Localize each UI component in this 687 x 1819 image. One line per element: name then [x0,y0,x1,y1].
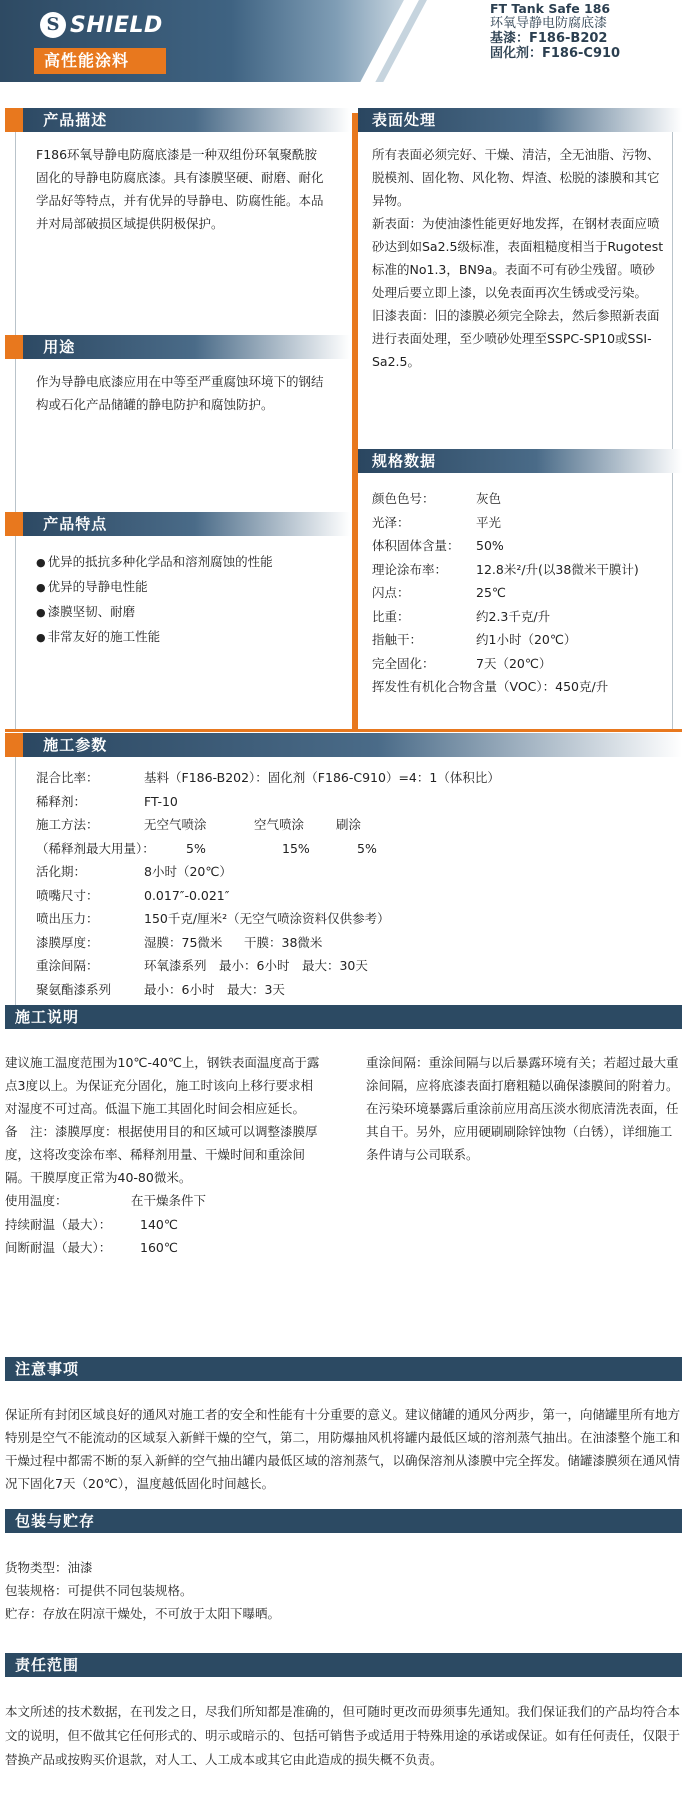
spec-row: 闪点： 25℃ [372,585,506,600]
product-name: FT Tank Safe 186 [490,1,611,16]
section-title: 注意事项 [15,1360,80,1378]
spec-table [372,487,672,699]
usage-text: 作为导静电底漆应用在中等至严重腐蚀环境下的钢结构或石化产品储罐的静电防护和腐蚀防护。 [36,374,324,412]
section-header-application [5,733,682,757]
section-title: 施工说明 [15,1008,80,1026]
section-title: 产品描述 [43,111,108,129]
param-row: 重涂间隔： 环氧漆系列 最小：6小时 最大：30天 [36,958,368,973]
liability-text: 本文所述的技术数据，在刊发之日，尽我们所知都是准确的，但可随时更改而毋须事先通知。我们保证我们的产品均符合本文的说明，但不做其它任何形式的、明示或暗示的、包括可销售予或适用于特殊用途的承诺或保证。如有任何责任，仅限于替换产品或按购买价退款，对人工、人工成本或其它由此造成的损失概不负责。 [5,1704,681,1767]
orange-tab [5,335,23,359]
section-header-packaging [5,1509,682,1533]
section-title: 责任范围 [15,1656,80,1674]
param-row: （稀释剂最大用量）： 5% 15% 5% [36,840,377,856]
spec-row: 光泽： 平光 [372,514,502,530]
section-title: 表面处理 [372,111,437,129]
section-title: 包装与贮存 [15,1512,96,1530]
base-code: 基漆：F186-B202 [490,31,608,46]
param-row: 喷嘴尺寸： 0.017″-0.021″ [36,887,230,903]
product-desc-text: F186环氧导静电防腐底漆是一种双组份环氧聚酰胺固化的导静电防腐底漆。具有漆膜坚硬、耐磨、耐化学品好等特点，并有优异的导静电、防腐性能。本品并对局部破损区域提供阴极保护。 [36,147,324,231]
spec-row: 指触干： 约1小时（20℃） [372,632,577,647]
spec-row: 颜色色号： 灰色 [372,491,502,506]
param-row: 混合比率： 基料（F186-B202）：固化剂（F186-C910）=4：1（体积比） [36,770,500,785]
orange-tab [5,512,23,536]
brand-name: SHIELD [70,12,163,38]
section-header-instructions [5,1005,682,1029]
packaging-type: 货物类型：油漆 [5,1560,93,1575]
feature-item: ● 优异的抵抗多种化学品和溶剂腐蚀的性能 [36,550,336,575]
surface-old: 旧漆表面：旧的漆膜必须完全除去，然后参照新表面进行表面处理，至少喷砂处理至SSPC-SP10或SSI-Sa2.5。 [372,308,660,369]
packaging-size: 包装规格：可提供不同包装规格。 [5,1583,193,1598]
app-left-rule [15,757,16,1005]
surface-new: 新表面：为使油漆性能更好地发挥，在钢材表面应喷砂达到如Sa2.5级标准，表面粗糙度相当于Rugotest标准的No1.3，BN9a。表面不可有砂尘残留。喷砂处理后要立即上漆，以免表面再次生锈或受污染。 [372,216,664,300]
surface-general: 所有表面必须完好、干燥、清洁，全无油脂、污物、脱模剂、固化物、风化物、焊渣、松脱的漆膜和其它异物。 [372,147,660,208]
temp-table: 使用温度： 在干燥条件下 持续耐温（最大）： 140℃ 间断耐温（最大）： 160℃ [5,1193,207,1255]
param-row: 活化期： 8小时（20℃） [36,864,232,879]
feature-item: ● 优异的导静电性能 [36,575,336,600]
param-row: 稀释剂： FT-10 [36,793,178,809]
section-title: 用途 [43,338,76,356]
instructions-remark: 备 注：漆膜厚度：根据使用目的和区域可以调整漆膜厚度，这将改变涂布率、稀释剂用量、干燥时间和重涂间隔。干膜厚度正常为40-80微米。 [5,1124,318,1185]
packaging-storage: 贮存：存放在阴凉干燥处，不可放于太阳下曝晒。 [5,1606,281,1621]
application-params [36,766,666,1001]
packaging-text [5,1556,682,1625]
section-header-liability [5,1653,682,1677]
feature-item: ● 漆膜坚韧、耐磨 [36,600,336,625]
param-row: 喷出压力： 150千克/厘米²（无空气喷涂资料仅供参考） [36,911,390,926]
orange-tab [5,108,23,132]
instructions-left [5,1051,323,1260]
section-header-product-desc [5,108,350,132]
curing-agent-code: 固化剂：F186-C910 [490,46,621,61]
instructions-right: 重涂间隔：重涂间隔与以后暴露环境有关；若超过最大重涂间隔，应将底漆表面打磨粗糙以确保漆膜间的附着力。在污染环境暴露后重涂前应用高压淡水彻底清洗表面，任其自干。另外，应用硬刷刷除锌蚀物（白锈），详细施工条件请与公司联系。 [366,1055,679,1162]
section-title: 施工参数 [43,736,108,754]
right-rule [672,130,673,730]
spec-row: 理论涂布率： 12.8米²/升(以38微米干膜计) [372,561,639,577]
instructions-temp-text: 建议施工温度范围为10℃-40℃上，钢铁表面温度高于露点3度以上。为保证充分固化，施工时该向上移行要求相对湿度不可过高。低温下施工其固化时间会相应延长。 [5,1055,320,1116]
page-header [0,0,687,82]
product-cn-name: 环氧导静电防腐底漆 [490,16,608,31]
feature-item: ● 非常友好的施工性能 [36,625,336,650]
spec-row: 体积固体含量： 50% [372,538,504,553]
section-header-usage [5,335,350,359]
left-rule [15,130,16,730]
header-subtitle: 高性能涂料 [34,48,166,74]
surface-text [372,143,664,373]
param-row: 漆膜厚度： 湿膜：75微米 干膜：38微米 [36,934,323,950]
section-header-surface [358,108,682,132]
product-identification [490,1,685,61]
section-title: 产品特点 [43,515,108,533]
param-row: 施工方法： 无空气喷涂 空气喷涂 刷涂 [36,817,362,832]
orange-separator [5,729,682,732]
param-row: 聚氨酯漆系列 最小：6小时 最大：3天 [36,981,285,997]
spec-voc: 挥发性有机化合物含量（VOC）：450克/升 [372,679,609,694]
section-header-spec [358,449,682,473]
notes-text: 保证所有封闭区域良好的通风对施工者的安全和性能有十分重要的意义。建议储罐的通风分两步，第一，向储罐里所有地方特别是空气不能流动的区域泵入新鲜干燥的空气，第二，用防爆抽风机将罐内最低区域的溶剂蒸气抽出。在油漆整个施工和干燥过程中都需不断的泵入新鲜的空气抽出罐内最低区域的溶剂蒸气，以确保溶剂从漆膜中完全挥发。储罐漆膜须在通风情况下固化7天（20℃），温度越低固化时间越长。 [5,1407,681,1491]
section-header-features [5,512,350,536]
section-header-notes [5,1357,682,1381]
orange-tab [5,733,23,757]
shield-logo-icon: S [40,12,66,38]
brand-logo [40,12,163,38]
spec-row: 比重： 约2.3千克/升 [372,608,551,624]
column-divider-orange [352,113,358,732]
section-title: 规格数据 [372,452,437,470]
features-list [36,550,336,650]
spec-row: 完全固化： 7天（20℃） [372,655,552,671]
